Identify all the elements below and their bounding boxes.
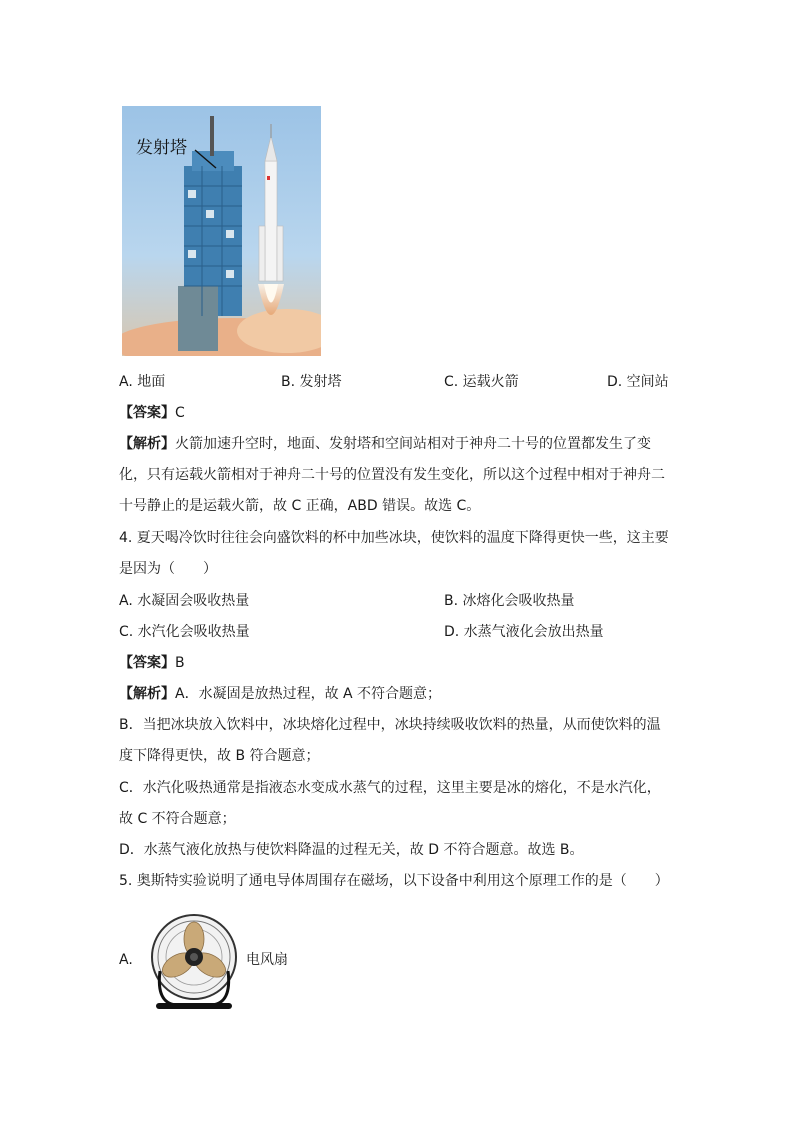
q4-analysis-line-3: 度下降得更快，故 B 符合题意； (119, 748, 320, 764)
electric-fan-icon (150, 913, 238, 1015)
q4-analysis-line-1 (119, 684, 441, 704)
q4-option-c: C. 水汽化会吸收热量 (119, 624, 250, 640)
q4-answer-value: B (175, 655, 185, 671)
q5-stem: 5. 奥斯特实验说明了通电导体周围存在磁场，以下设备中利用这个原理工作的是（ ） (119, 873, 669, 889)
q4-stem-line-2: 是因为（ ） (119, 561, 217, 577)
q3-answer-tag: 【答案】 (119, 405, 175, 421)
q4-analysis-line-2: B．当把冰块放入饮料中，冰块熔化过程中，冰块持续吸收饮料的热量，从而使饮料的温 (119, 717, 661, 733)
electric-fan-picture (150, 913, 238, 1015)
q3-analysis-text-1: 火箭加速升空时，地面、发射塔和空间站相对于神舟二十号的位置都发生了变 (175, 436, 651, 452)
q3-answer (119, 403, 185, 423)
q4-analysis-line-4: C．水汽化吸热通常是指液态水变成水蒸气的过程，这里主要是冰的熔化，不是水汽化， (119, 780, 661, 796)
rocket-launch-photo (122, 106, 321, 356)
q3-analysis-tag: 【解析】 (119, 436, 175, 452)
q4-analysis-text-1: A．水凝固是放热过程，故 A 不符合题意； (175, 686, 442, 702)
q4-stem-line-1: 4. 夏天喝冷饮时往往会向盛饮料的杯中加些冰块，使饮料的温度下降得更快一些，这主要 (119, 530, 669, 546)
q4-option-b: B. 冰熔化会吸收热量 (444, 593, 575, 609)
q3-option-c: C. 运载火箭 (444, 374, 519, 390)
q3-option-a: A. 地面 (119, 374, 166, 390)
q5-option-a-label: 电风扇 (246, 952, 288, 968)
launch-tower-label: 发射塔 (136, 138, 187, 158)
q4-answer-tag: 【答案】 (119, 655, 175, 671)
q4-answer (119, 653, 185, 673)
q3-analysis-line-1 (119, 434, 651, 454)
q4-option-d: D. 水蒸气液化会放出热量 (444, 624, 604, 640)
q4-analysis-tag: 【解析】 (119, 686, 175, 702)
q3-analysis-line-2: 化，只有运载火箭相对于神舟二十号的位置没有发生变化，所以这个过程中相对于神舟二 (119, 467, 665, 483)
q3-option-b: B. 发射塔 (281, 374, 342, 390)
q4-option-a: A. 水凝固会吸收热量 (119, 593, 250, 609)
q5-option-a-letter: A. (119, 952, 133, 968)
q4-analysis-line-5: 故 C 不符合题意； (119, 811, 236, 827)
q3-option-d: D. 空间站 (607, 374, 669, 390)
q3-answer-value: C (175, 405, 185, 421)
q4-analysis-line-6: D．水蒸气液化放热与使饮料降温的过程无关，故 D 不符合题意。故选 B。 (119, 842, 584, 858)
q3-analysis-line-3: 十号静止的是运载火箭，故 C 正确，ABD 错误。故选 C。 (119, 498, 481, 514)
